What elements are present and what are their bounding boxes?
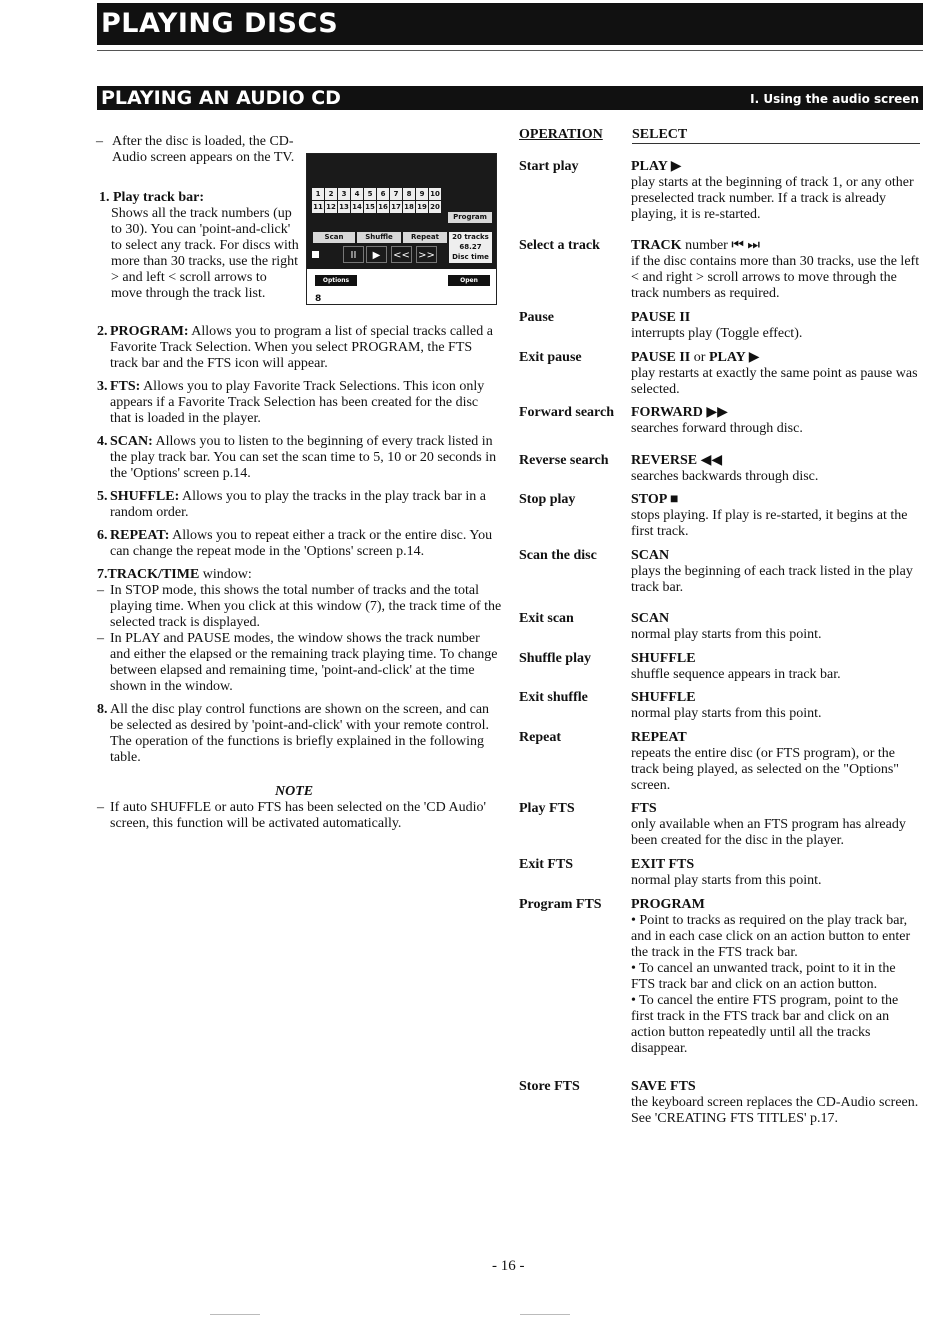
operation-label: Repeat	[519, 730, 561, 745]
track-number-button[interactable]: 17	[390, 201, 403, 213]
operation-label: Exit scan	[519, 611, 574, 626]
track-number-button[interactable]: 9	[416, 188, 429, 200]
track-bar-row-1	[312, 188, 442, 200]
track-number-button[interactable]: 3	[338, 188, 351, 200]
operation-label: Play FTS	[519, 801, 575, 816]
open-button[interactable]: Open	[448, 275, 490, 286]
intro-text: – After the disc is loaded, the CD-Audio screen appears on the TV.	[96, 134, 295, 165]
operation-label: Reverse search	[519, 453, 609, 468]
operation-label: Stop play	[519, 492, 576, 507]
forward-button[interactable]: >>	[416, 246, 437, 263]
operation-detail: FTS only available when an FTS program has already been created for the disc in the player.	[631, 801, 906, 848]
pause-button[interactable]: II	[343, 246, 364, 263]
operation-detail: PAUSE II or PLAY ▶ play restarts at exactly the same point as pause was selected.	[631, 350, 918, 397]
track-number-button[interactable]: 4	[351, 188, 364, 200]
operation-label: Exit pause	[519, 350, 582, 365]
operation-detail: REVERSE ◀◀ searches backwards through disc.	[631, 453, 819, 484]
track-number-button[interactable]: 13	[338, 201, 351, 213]
track-time-window[interactable]: 20 tracks 68.27 Disc time	[449, 232, 492, 263]
scan-artifact	[210, 1314, 260, 1315]
track-number-button[interactable]: 6	[377, 188, 390, 200]
operation-detail: SHUFFLE shuffle sequence appears in track bar.	[631, 651, 841, 682]
options-button[interactable]: Options	[315, 275, 357, 286]
track-number-button[interactable]: 7	[390, 188, 403, 200]
list-item: 8. All the disc play control functions are shown on the screen, and can be selected as desired by 'point-and-click' with your remote control. The operation of the functions is briefly explained in the following table.	[97, 702, 490, 765]
column-header-select: SELECT	[632, 127, 688, 142]
operation-detail: PLAY ▶ play starts at the beginning of track 1, or any other preselected track number. If a track is already playing, it is re-started.	[631, 159, 914, 222]
operation-detail: SAVE FTS the keyboard screen replaces the CD-Audio screen. See 'CREATING FTS TITLES' p.17.	[631, 1079, 919, 1126]
operation-label: Store FTS	[519, 1079, 580, 1094]
play-button[interactable]: ▶	[366, 246, 387, 263]
section-subtitle: I. Using the audio screen	[750, 92, 919, 106]
track-number-button[interactable]: 11	[312, 201, 325, 213]
operation-label: Exit shuffle	[519, 690, 588, 705]
operation-detail: STOP ■ stops playing. If play is re-started, it begins at the first track.	[631, 492, 908, 539]
operation-label: Forward search	[519, 405, 614, 420]
divider	[632, 143, 920, 144]
operation-detail: SHUFFLE normal play starts from this point.	[631, 690, 822, 721]
track-number-button[interactable]: 20	[429, 201, 442, 213]
section-title-bar	[97, 86, 923, 110]
operation-detail: FORWARD ▶▶ searches forward through disc.	[631, 405, 803, 436]
list-item: 3. FTS: Allows you to play Favorite Track Selections. This icon only appears if a Favorite Track Selection has been created for the disc that is loaded in the player.	[97, 379, 485, 426]
track-number-button[interactable]: 16	[377, 201, 390, 213]
stop-icon[interactable]	[312, 251, 319, 258]
operation-label: Program FTS	[519, 897, 602, 912]
operation-label: Select a track	[519, 238, 600, 253]
bullet-item: • To cancel an unwanted track, point to it in the FTS track bar and click on an action button.	[631, 961, 896, 992]
operation-detail: PROGRAM • Point to tracks as required on the play track bar, and in each case click on an action button to enter the track in the FTS track bar. • To cancel an unwanted track, point to it in the FTS track bar and click on an action button. • To cancel the entire FTS program, point to the first track in the FTS track bar and click on an action button repeatedly until all the tracks disappear.	[631, 897, 923, 1057]
operation-detail: SCAN normal play starts from this point.	[631, 611, 822, 642]
operation-detail: TRACK number ⏮ ⏭ if the disc contains more than 30 tracks, use the left < and right > scroll arrows to move through the track numbers as required.	[631, 238, 920, 301]
list-item: 6. REPEAT: Allows you to repeat either a track or the entire disc. You can change the repeat mode in the 'Options' screen p.14.	[97, 528, 493, 559]
note-body: – If auto SHUFFLE or auto FTS has been selected on the 'CD Audio' screen, this function will be activated automatically.	[97, 800, 486, 831]
page-title-bar	[97, 3, 923, 45]
scan-artifact	[520, 1314, 570, 1315]
track-number-button[interactable]: 18	[403, 201, 416, 213]
play-track-bar-description	[99, 190, 299, 302]
item-body: Shows all the track numbers (up to 30). You can 'point-and-click' to select any track. For discs with more than 30 tracks, use the right > and left < scroll arrows to move through the track list.	[111, 206, 299, 301]
track-number-button[interactable]: 5	[364, 188, 377, 200]
track-number-button[interactable]: 10	[429, 188, 442, 200]
bullet-item: • To cancel the entire FTS program, point to the first track in the FTS track bar and click on an action button repeatedly until all the tracks disappear.	[631, 993, 899, 1056]
operation-label: Shuffle play	[519, 651, 591, 666]
repeat-button[interactable]: Repeat	[403, 232, 447, 243]
shuffle-button[interactable]: Shuffle	[357, 232, 401, 243]
cd-audio-screen-image	[306, 153, 497, 305]
section-title: PLAYING AN AUDIO CD	[101, 87, 341, 109]
scan-button[interactable]: Scan	[313, 232, 355, 243]
track-bar-row-2	[312, 201, 442, 213]
list-item-track-time: 7.TRACK/TIME window: – In STOP mode, this shows the total number of tracks and the total playing time. When you click at this window (7), the track time of the selected track is displayed. – In PLAY and PAUSE modes, the window shows the track number and either the elapsed or the remaining track playing time. To change between elapsed and remaining time, 'point-and-click' at the time shown in the window.	[97, 567, 502, 694]
list-item: 4. SCAN: Allows you to listen to the beginning of every track listed in the play track bar. You can set the scan time to 5, 10 or 20 seconds in the 'Options' screen p.14.	[97, 434, 497, 481]
track-number-button[interactable]: 19	[416, 201, 429, 213]
operation-label: Pause	[519, 310, 554, 325]
feature-list	[97, 324, 502, 773]
track-number-button[interactable]: 1	[312, 188, 325, 200]
operation-detail: EXIT FTS normal play starts from this point.	[631, 857, 822, 888]
track-number-button[interactable]: 12	[325, 201, 338, 213]
operation-label: Start play	[519, 159, 579, 174]
note-title: NOTE	[275, 784, 314, 799]
bullet-item: • Point to tracks as required on the play track bar, and in each case click on an action button to enter the track in the FTS track bar.	[631, 913, 911, 960]
track-number-button[interactable]: 15	[364, 201, 377, 213]
track-number-button[interactable]: 2	[325, 188, 338, 200]
operation-detail: REPEAT repeats the entire disc (or FTS program), or the track being played, as selected on the "Options" screen.	[631, 730, 900, 793]
list-item: 5. SHUFFLE: Allows you to play the tracks in the play track bar in a random order.	[97, 489, 486, 520]
callout-label: 8	[315, 294, 322, 304]
column-header-operation: OPERATION	[519, 127, 603, 142]
program-button[interactable]: Program	[448, 212, 492, 223]
page-title: PLAYING DISCS	[101, 8, 339, 39]
list-item: 2. PROGRAM: Allows you to program a list of special tracks called a Favorite Track Selection. When you select PROGRAM, the FTS track bar and the FTS icon will appear.	[97, 324, 493, 371]
item-heading: 1. Play track bar:	[99, 190, 204, 205]
track-number-button[interactable]: 8	[403, 188, 416, 200]
page-number: - 16 -	[492, 1258, 525, 1274]
rewind-button[interactable]: <<	[391, 246, 412, 263]
operation-label: Exit FTS	[519, 857, 574, 872]
track-number-button[interactable]: 14	[351, 201, 364, 213]
operation-detail: SCAN plays the beginning of each track listed in the play track bar.	[631, 548, 913, 595]
divider	[97, 50, 923, 51]
operation-label: Scan the disc	[519, 548, 597, 563]
operation-detail: PAUSE II interrupts play (Toggle effect).	[631, 310, 803, 341]
